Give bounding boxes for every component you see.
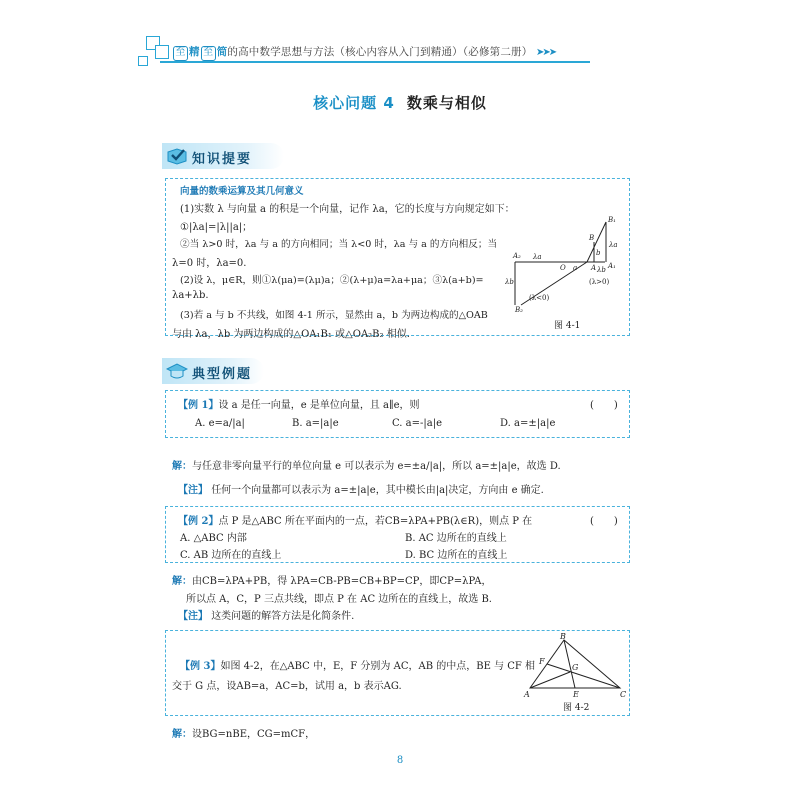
label-B: B (589, 234, 595, 242)
option-d: D. BC 边所在的直线上 (405, 550, 508, 561)
example-3-stem-cont: 交于 G 点，设AB=a，AC=b，试用 a，b 表示AG. (172, 681, 402, 692)
label-C: C (620, 690, 627, 699)
note-text: 任何一个向量都可以表示为 a=±|a|e，其中模长由|a|决定，方向由 e 确定. (211, 485, 544, 496)
knowledge-line: ②当 λ>0 时，λa 与 a 的方向相同；当 λ<0 时，λa 与 a 的方向相反；当 (180, 239, 498, 250)
example-label: 【例 1】 (178, 400, 219, 411)
header-rule (160, 61, 590, 63)
knowledge-heading: 向量的数乘运算及其几何意义 (180, 186, 304, 197)
example-stem-text: 点 P 是△ABC 所在平面内的一点，若CB=λPA+PB(λ∈R)，则点 P 在 (218, 516, 533, 527)
brand-char: 精 (189, 46, 200, 58)
option-a: A. △ABC 内部 (180, 533, 247, 544)
running-head-title: 的高中数学思想与方法（核心内容从入门到精通）（必修第二册） (227, 46, 533, 58)
label-B1: B₁ (608, 216, 616, 224)
label-cond-pos: (λ>0) (589, 278, 610, 286)
label-E: E (573, 690, 579, 699)
header-arrows: ➤➤➤ (536, 47, 556, 58)
example-3-stem (180, 657, 535, 672)
label-lam-a-right: λa (609, 241, 618, 249)
knowledge-line: (2)设 λ，μ∈R，则①λ(μa)=(λμ)a；②(λ+μ)a=λa+μa；③λ(a+b)= (180, 275, 484, 286)
label-A: A (524, 690, 530, 699)
label-B2: B₂ (515, 306, 523, 314)
label-B: B (560, 632, 566, 641)
median-CF (547, 664, 620, 688)
knowledge-line: (1)实数 λ 与向量 a 的积是一个向量，记作 λa，它的长度与方向规定如下： (180, 204, 515, 215)
figure-4-1 (505, 212, 625, 317)
example-stem-text: 如图 4-2，在△ABC 中，E，F 分别为 AC，AB 的中点，BE 与 CF 相 (220, 661, 536, 672)
answer-paren: ( ) (590, 516, 618, 527)
label-a: a (573, 264, 578, 272)
label-G: G (572, 663, 579, 672)
section-label: 核心问题 4 (313, 94, 395, 112)
header-deco-square (138, 56, 148, 66)
knowledge-banner (162, 143, 284, 169)
knowledge-line: λ=0 时，λa=0. (172, 258, 247, 269)
option-c: C. AB 边所在的直线上 (180, 550, 282, 561)
header-deco-square (155, 45, 169, 59)
brand-char: 简 (216, 46, 228, 58)
label-lam-a-left: λa (533, 253, 542, 261)
solution-text: 由CB=λPA+PB，得 λPA=CB-PB=CB+BP=CP，即CP=λPA， (192, 576, 492, 587)
example-stem-text: 设 a 是任一向量，e 是单位向量，且 a∥e，则 (218, 400, 420, 411)
note-text: 这类问题的解答方法是化简条件. (211, 611, 355, 622)
solution-text: 与任意非零向量平行的单位向量 e 可以表示为 e=±a/|a|，所以 a=±|a|e，故选 D. (192, 461, 561, 472)
label-O: O (560, 264, 566, 272)
answer-paren: ( ) (590, 400, 618, 411)
solution-label: 解： (172, 461, 192, 472)
figure-caption: 图 4-1 (554, 321, 581, 331)
example-1-solution (172, 457, 561, 472)
figure-4-2 (520, 632, 630, 704)
page-number: 8 (396, 755, 404, 766)
solution-label: 解： (172, 729, 192, 740)
examples-banner (162, 358, 264, 384)
example-2-stem (178, 512, 532, 527)
solution-label: 解： (172, 576, 192, 587)
section-title: 数乘与相似 (406, 94, 487, 112)
option-b: B. a=|a|e (292, 418, 339, 429)
knowledge-line: 与由 λa，λb 为两边构成的△OA₁B₁ 或△OA₂B₂ 相似. (172, 329, 410, 340)
note-label: 【注】 (178, 485, 208, 496)
example-label: 【例 2】 (178, 516, 219, 527)
knowledge-line: ①|λa|=|λ||a|； (180, 222, 253, 233)
page-header (0, 0, 800, 70)
option-d: D. a=±|a|e (500, 418, 556, 429)
example-2-note (178, 607, 354, 622)
example-1-note (178, 481, 544, 496)
example-2-solution-cont: 所以点 A，C，P 三点共线，即点 P 在 AC 边所在的直线上，故选 B. (186, 594, 492, 605)
banner-label: 典型例题 (192, 367, 253, 382)
example-label: 【例 3】 (180, 661, 221, 672)
brand-char: 至 (173, 46, 188, 61)
brand-char: 至 (201, 46, 216, 61)
label-lam-b-right: λb (597, 266, 606, 274)
banner-label: 知识提要 (192, 152, 253, 167)
running-head (172, 44, 555, 61)
example-2-solution (172, 572, 492, 587)
option-a: A. e=a/|a| (195, 418, 245, 429)
graduation-cap-icon (166, 361, 188, 381)
label-F: F (539, 657, 545, 666)
book-check-icon (166, 146, 188, 166)
label-A: A (591, 264, 597, 272)
example-3-solution (172, 725, 315, 740)
label-b: b (596, 249, 601, 257)
label-lam-b-left: λb (505, 278, 514, 286)
section-heading (0, 92, 800, 113)
figure-caption: 图 4-2 (563, 703, 590, 713)
knowledge-line: λa+λb. (172, 290, 209, 301)
option-c: C. a=-|a|e (392, 418, 442, 429)
option-b: B. AC 边所在的直线上 (405, 533, 507, 544)
solution-text: 设BG=nBE，CG=mCF， (192, 729, 316, 740)
label-A1: A₁ (608, 262, 616, 270)
label-cond-neg: (λ<0) (529, 294, 550, 302)
label-A2: A₂ (513, 252, 521, 260)
knowledge-line: (3)若 a 与 b 不共线，如图 4-1 所示，显然由 a，b 为两边构成的△OAB (180, 310, 488, 321)
example-1-stem (178, 396, 420, 411)
note-label: 【注】 (178, 611, 208, 622)
